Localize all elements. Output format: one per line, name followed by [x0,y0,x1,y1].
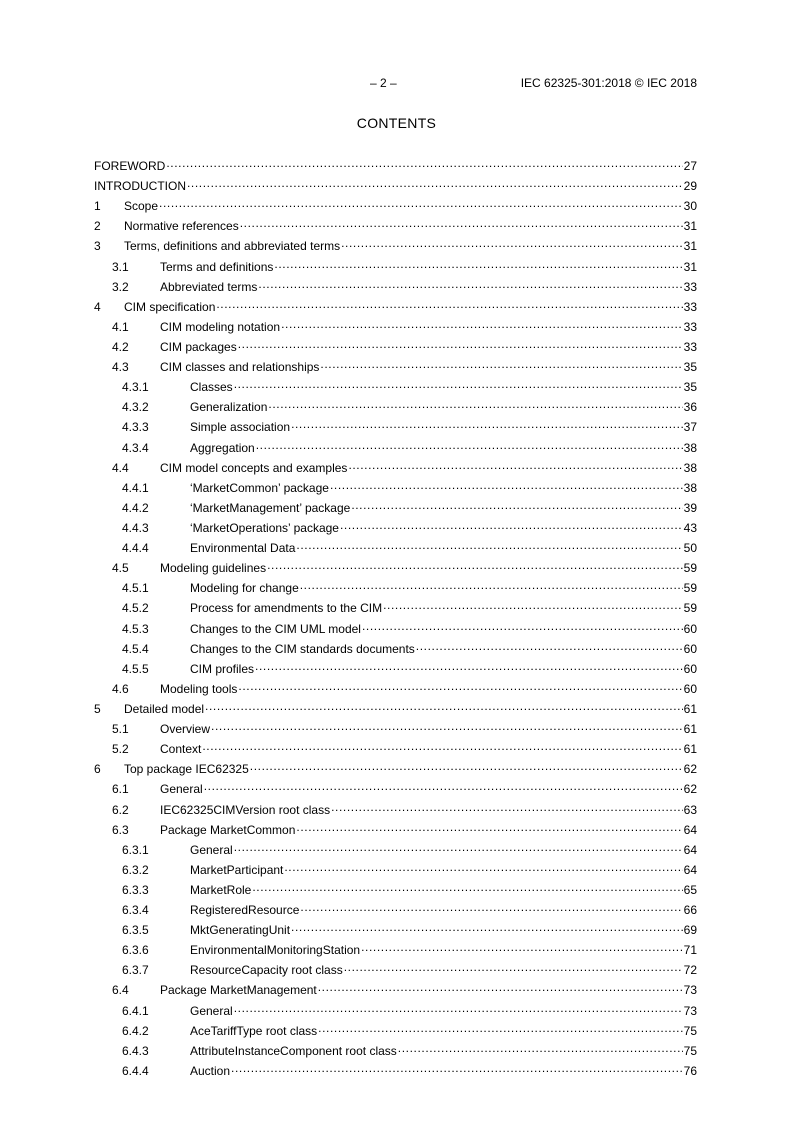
toc-entry-label: Classes [190,380,233,395]
toc-entry[interactable] [94,920,697,940]
toc-entry-label: ‘MarketOperations’ package [190,520,339,535]
toc-entry[interactable] [94,236,697,256]
toc-entry-number: 6.3.4 [122,903,149,918]
toc-entry-label: ‘MarketManagement’ package [190,500,351,515]
toc-entry-page: 62 [683,782,697,797]
toc-dot-leader [281,319,683,331]
toc-entry-label: RegisteredResource [190,903,300,918]
toc-entry[interactable] [94,417,697,437]
toc-entry-number: 4.4.1 [122,480,149,495]
toc-entry[interactable] [94,156,697,176]
toc-entry-number: 3.1 [112,259,129,274]
toc-entry-label: Changes to the CIM UML model [190,621,361,636]
toc-entry-number: 6.3.6 [122,943,149,958]
toc-entry-page: 64 [683,822,697,837]
toc-entry-label: Aggregation [190,440,255,455]
toc-entry[interactable] [94,739,697,759]
toc-dot-leader [166,158,682,170]
toc-entry-number: 3 [94,239,101,254]
toc-entry-page: 73 [683,1003,697,1018]
toc-entry-number: 3.2 [112,279,129,294]
toc-entry-label: CIM classes and relationships [160,360,320,375]
toc-dot-leader [231,1063,683,1075]
toc-entry-number: 6.4.2 [122,1023,149,1038]
toc-entry-page: 38 [683,480,697,495]
toc-dot-leader [351,500,682,512]
toc-entry-label: Modeling tools [160,681,238,696]
toc-entry-number: 4.3.4 [122,440,149,455]
toc-entry[interactable] [94,458,697,478]
toc-entry[interactable] [94,719,697,739]
toc-dot-leader [416,641,683,653]
toc-entry-page: 31 [683,219,697,234]
toc-entry-label: Package MarketManagement [160,983,317,998]
toc-entry-page: 73 [683,983,697,998]
toc-dot-leader [159,198,683,210]
toc-entry-label: Detailed model [124,701,205,716]
toc-entry-label: AttributeInstanceComponent root class [190,1043,397,1058]
toc-entry-page: 31 [683,239,697,254]
toc-dot-leader [300,580,683,592]
toc-entry-number: 6.4.4 [122,1063,149,1078]
toc-entry-number: 1 [94,199,101,214]
toc-entry[interactable] [94,820,697,840]
toc-entry-label: Package MarketCommon [160,822,296,837]
toc-entry[interactable] [94,940,697,960]
toc-entry-label: Modeling guidelines [160,561,267,576]
toc-entry[interactable] [94,538,697,558]
toc-entry-label: General [190,1003,233,1018]
toc-entry-number: 4.3.3 [122,420,149,435]
toc-entry-page: 75 [683,1023,697,1038]
toc-entry-page: 76 [683,1063,697,1078]
toc-entry[interactable] [94,558,697,578]
toc-dot-leader [330,480,683,492]
toc-dot-leader [258,279,682,291]
toc-entry[interactable] [94,699,697,719]
toc-entry[interactable] [94,1041,697,1061]
page-header [0,76,793,92]
toc-dot-leader [362,621,683,633]
toc-entry-number: 4.2 [112,339,129,354]
toc-entry-page: 31 [683,259,697,274]
toc-entry-page: 27 [683,159,697,173]
toc-entry-label: CIM specification [124,299,216,314]
toc-entry-number: 4.5.5 [122,661,149,676]
toc-dot-leader [274,259,682,271]
toc-dot-leader [234,842,683,854]
toc-entry-page: 69 [683,923,697,938]
toc-entry-page: 36 [683,400,697,415]
toc-entry-label: General [190,842,233,857]
toc-dot-leader [320,359,682,371]
toc-entry[interactable] [94,759,697,779]
page-number: – 2 – [370,76,397,90]
toc-entry-label: Scope [124,199,159,214]
toc-entry-label: Generalization [190,400,268,415]
toc-dot-leader [238,681,682,693]
toc-entry-page: 59 [683,601,697,616]
toc-entry[interactable] [94,397,697,417]
toc-entry-number: 4.5.3 [122,621,149,636]
toc-entry-label: CIM model concepts and examples [160,460,348,475]
toc-dot-leader [398,1043,683,1055]
toc-dot-leader [331,802,683,814]
toc-dot-leader [300,902,682,914]
toc-entry-number: 6.3.7 [122,963,149,978]
toc-entry-label: MktGeneratingUnit [190,923,291,938]
toc-entry[interactable] [94,880,697,900]
toc-entry[interactable] [94,438,697,458]
toc-entry-page: 43 [683,520,697,535]
toc-entry-number: 4.4.2 [122,500,149,515]
toc-entry-page: 33 [683,319,697,334]
toc-entry[interactable] [94,518,697,538]
toc-entry-page: 38 [683,460,697,475]
toc-entry-label: CIM modeling notation [160,319,281,334]
toc-entry-label: Terms and definitions [160,259,274,274]
toc-dot-leader [291,922,683,934]
toc-entry-label: Context [160,742,202,757]
toc-entry[interactable] [94,478,697,498]
toc-entry-label: FOREWORD [94,159,166,173]
toc-entry-number: 6.3.2 [122,862,149,877]
toc-entry-page: 29 [683,179,697,194]
toc-entry-page: 59 [683,561,697,576]
toc-entry-page: 61 [683,701,697,716]
toc-entry-number: 6.4.3 [122,1043,149,1058]
toc-entry[interactable] [94,498,697,518]
toc-entry[interactable] [94,297,697,317]
toc-entry-number: 6.4.1 [122,1003,149,1018]
toc-entry-number: 4.3.2 [122,400,149,415]
toc-entry-label: Auction [190,1063,231,1078]
toc-entry-page: 64 [683,862,697,877]
toc-entry-label: Top package IEC62325 [124,762,249,777]
toc-entry-number: 6.4 [112,983,129,998]
toc-entry-label: Environmental Data [190,541,296,556]
toc-entry[interactable] [94,257,697,277]
toc-entry[interactable] [94,176,697,196]
toc-entry-number: 6.1 [112,782,129,797]
toc-entry-number: 5.1 [112,722,129,737]
toc-entry-page: 60 [683,681,697,696]
toc-dot-leader [340,520,683,532]
toc-entry-label: MarketParticipant [190,862,284,877]
toc-entry-label: Process for amendments to the CIM [190,601,383,616]
toc-entry-label: Terms, definitions and abbreviated terms [124,239,341,254]
toc-entry-page: 61 [683,742,697,757]
standard-reference: IEC 62325-301:2018 © IEC 2018 [520,76,697,90]
toc-entry-label: Overview [160,722,211,737]
toc-entry-number: 2 [94,219,101,234]
toc-entry-page: 62 [683,762,697,777]
toc-entry[interactable] [94,216,697,236]
toc-dot-leader [250,761,683,773]
toc-dot-leader [211,721,683,733]
toc-dot-leader [383,600,683,612]
toc-entry-label: ResourceCapacity root class [190,963,343,978]
toc-entry[interactable] [94,1061,697,1081]
toc-entry-number: 4.4.3 [122,520,149,535]
toc-entry[interactable] [94,840,697,860]
toc-entry-page: 65 [683,882,697,897]
toc-entry-page: 60 [683,621,697,636]
toc-entry[interactable] [94,598,697,618]
toc-dot-leader [255,661,683,673]
toc-entry-page: 72 [683,963,697,978]
toc-entry-number: 4.5.4 [122,641,149,656]
toc-entry-label: Abbreviated terms [160,279,258,294]
toc-entry[interactable] [94,578,697,598]
toc-dot-leader [344,962,683,974]
toc-dot-leader [296,822,682,834]
toc-entry-page: 64 [683,842,697,857]
toc-entry-number: 5.2 [112,742,129,757]
toc-entry-number: 4.3 [112,360,129,375]
toc-entry-page: 71 [683,943,697,958]
toc-entry[interactable] [94,679,697,699]
toc-entry-number: 6.3 [112,822,129,837]
toc-dot-leader [348,460,682,472]
toc-entry-page: 33 [683,339,697,354]
toc-entry-label: General [160,782,203,797]
toc-entry-number: 4 [94,299,101,314]
toc-entry[interactable] [94,277,697,297]
toc-dot-leader [252,882,682,894]
toc-entry[interactable] [94,337,697,357]
toc-entry-label: AceTariffType root class [190,1023,318,1038]
toc-entry-page: 33 [683,279,697,294]
toc-entry[interactable] [94,1001,697,1021]
toc-dot-leader [240,218,683,230]
toc-entry-label: INTRODUCTION [94,179,186,194]
toc-entry-number: 4.1 [112,319,129,334]
toc-entry-page: 35 [683,380,697,395]
toc-entry-label: Normative references [124,219,239,234]
toc-entry-page: 60 [683,641,697,656]
toc-entry-page: 35 [683,360,697,375]
toc-dot-leader [187,178,683,190]
toc-dot-leader [216,299,682,311]
toc-entry-page: 60 [683,661,697,676]
toc-entry-label: IEC62325CIMVersion root class [160,802,331,817]
toc-entry-page: 59 [683,581,697,596]
toc-entry-number: 6 [94,762,101,777]
toc-entry[interactable] [94,196,697,216]
toc-dot-leader [341,238,683,250]
toc-entry[interactable] [94,800,697,820]
toc-entry-number: 4.3.1 [122,380,149,395]
toc-dot-leader [318,1023,682,1035]
toc-entry-page: 30 [683,199,697,214]
toc-entry-number: 4.6 [112,681,129,696]
toc-entry[interactable] [94,960,697,980]
toc-dot-leader [296,540,682,552]
toc-dot-leader [284,862,682,874]
toc-entry[interactable] [94,900,697,920]
toc-entry[interactable] [94,639,697,659]
toc-dot-leader [318,982,683,994]
toc-entry-page: 50 [683,541,697,556]
toc-dot-leader [256,440,683,452]
toc-entry-page: 61 [683,722,697,737]
toc-entry[interactable] [94,317,697,337]
toc-dot-leader [204,781,683,793]
toc-dot-leader [234,379,683,391]
toc-entry-label: MarketRole [190,882,252,897]
toc-entry-number: 4.4.4 [122,541,149,556]
toc-entry-label: Modeling for change [190,581,299,596]
toc-entry-page: 75 [683,1043,697,1058]
toc-dot-leader [202,741,682,753]
toc-entry-page: 38 [683,440,697,455]
toc-dot-leader [291,419,683,431]
toc-entry[interactable] [94,377,697,397]
toc-dot-leader [361,942,683,954]
toc-entry-label: EnvironmentalMonitoringStation [190,943,361,958]
table-of-contents [94,156,697,1081]
toc-entry[interactable] [94,779,697,799]
toc-entry[interactable] [94,860,697,880]
toc-dot-leader [267,560,683,572]
toc-entry-number: 4.5.2 [122,601,149,616]
toc-entry-page: 39 [683,500,697,515]
toc-dot-leader [268,399,682,411]
toc-entry-label: CIM packages [160,339,237,354]
toc-entry[interactable] [94,619,697,639]
toc-entry[interactable] [94,980,697,1000]
toc-entry-page: 33 [683,299,697,314]
toc-entry[interactable] [94,659,697,679]
toc-entry-number: 4.5.1 [122,581,149,596]
toc-entry[interactable] [94,357,697,377]
toc-entry-label: Changes to the CIM standards documents [190,641,415,656]
toc-entry[interactable] [94,1021,697,1041]
toc-entry-number: 5 [94,701,101,716]
page-title: CONTENTS [356,115,437,131]
toc-entry-number: 4.5 [112,561,129,576]
toc-entry-number: 6.3.1 [122,842,149,857]
toc-entry-label: ‘MarketCommon’ package [190,480,329,495]
toc-entry-label: CIM profiles [190,661,255,676]
toc-dot-leader [205,701,683,713]
toc-dot-leader [238,339,683,351]
toc-entry-page: 37 [683,420,697,435]
toc-entry-number: 6.3.3 [122,882,149,897]
toc-entry-number: 6.3.5 [122,923,149,938]
toc-dot-leader [234,1003,683,1015]
toc-entry-page: 63 [683,802,697,817]
toc-entry-number: 4.4 [112,460,129,475]
toc-entry-page: 66 [683,903,697,918]
toc-entry-number: 6.2 [112,802,129,817]
toc-entry-label: Simple association [190,420,291,435]
